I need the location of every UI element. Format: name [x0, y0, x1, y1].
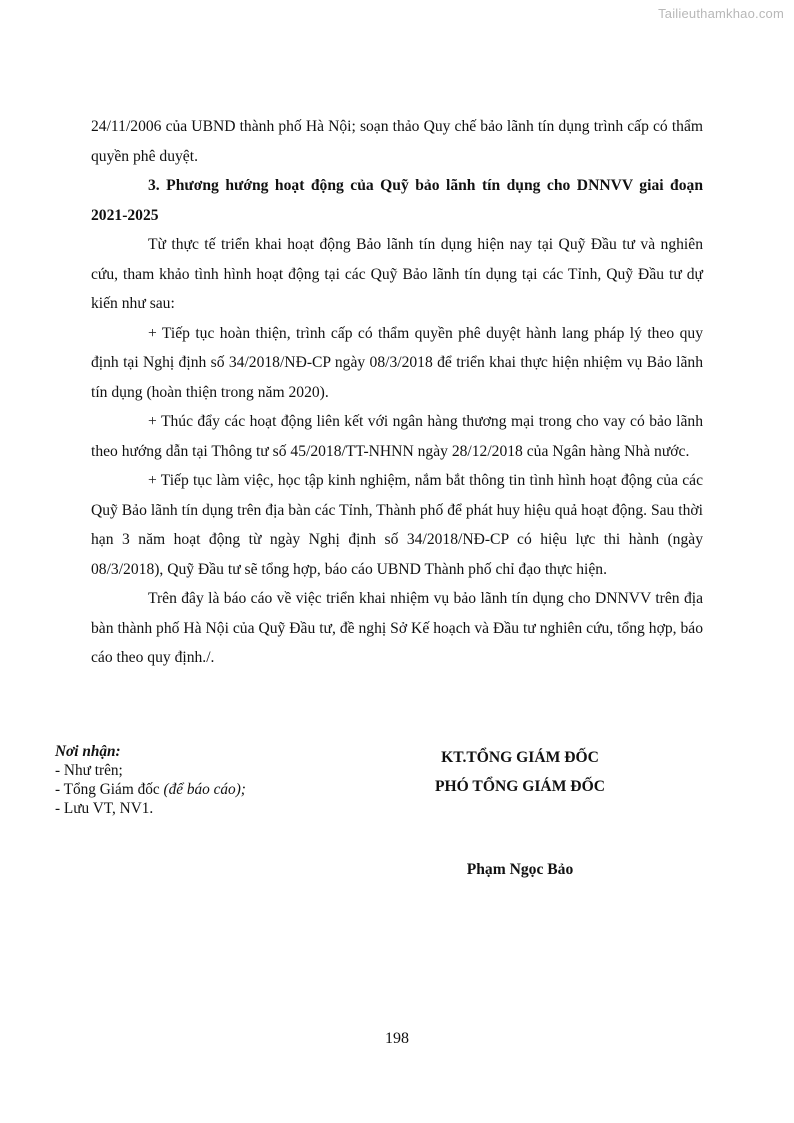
signature-title-2: PHÓ TỔNG GIÁM ĐỐC — [435, 778, 605, 795]
signature-title-1: KT.TỔNG GIÁM ĐỐC — [441, 749, 599, 766]
recipients-block — [55, 742, 246, 818]
recipient-item — [55, 780, 246, 799]
paragraph-conclusion: Trên đây là báo cáo về việc triển khai nhiệm vụ bảo lãnh tín dụng cho DNNVV trên địa bàn thành phố Hà Nội của Quỹ Đầu tư, đề nghị Sở Kế hoạch và Đầu tư nghiên cứu, tổng hợp, báo cáo theo quy định./. — [91, 590, 703, 666]
recipient-text: - Lưu VT, NV1. — [55, 800, 154, 817]
recipient-text: - Tổng Giám đốc — [55, 781, 164, 798]
recipient-item — [55, 761, 246, 780]
signature-block — [400, 743, 640, 801]
recipients-title: Nơi nhận: — [55, 743, 121, 760]
watermark: Tailieuthamkhao.com — [658, 6, 784, 21]
paragraph-item-2: + Thúc đẩy các hoạt động liên kết với ngân hàng thương mại trong cho vay có bảo lãnh theo hướng dẫn tại Thông tư số 45/2018/TT-NHNN ngày 28/12/2018 của Ngân hàng Nhà nước. — [91, 413, 703, 460]
page-number: 198 — [385, 1030, 409, 1047]
recipient-item — [55, 799, 246, 818]
paragraph-continuation: 24/11/2006 của UBND thành phố Hà Nội; soạn thảo Quy chế bảo lãnh tín dụng trình cấp có thẩm quyền phê duyệt. — [91, 118, 703, 165]
recipient-note: (để báo cáo); — [163, 781, 246, 798]
section-heading: 3. Phương hướng hoạt động của Quỹ bảo lãnh tín dụng cho DNNVV giai đoạn 2021-2025 — [91, 177, 703, 224]
document-body — [91, 112, 703, 673]
signer-name: Phạm Ngọc Bảo — [466, 861, 574, 878]
paragraph-item-3: + Tiếp tục làm việc, học tập kinh nghiệm, nắm bắt thông tin tình hình hoạt động của các Quỹ Bảo lãnh tín dụng trên địa bàn các Tỉnh, Thành phố để phát huy hiệu quả hoạt động. Sau thời hạn 3 năm hoạt động từ ngày Nghị định số 34/2018/NĐ-CP có hiệu lực thi hành (ngày 08/3/2018), Quỹ Đầu tư sẽ tổng hợp, báo cáo UBND Thành phố chỉ đạo thực hiện. — [91, 472, 703, 578]
recipient-text: - Như trên; — [55, 762, 123, 779]
paragraph-item-1: + Tiếp tục hoàn thiện, trình cấp có thẩm quyền phê duyệt hành lang pháp lý theo quy định tại Nghị định số 34/2018/NĐ-CP ngày 08/3/2018 để triển khai thực hiện nhiệm vụ Bảo lãnh tín dụng (hoàn thiện trong năm 2020). — [91, 324, 703, 401]
paragraph-intro: Từ thực tế triển khai hoạt động Bảo lãnh tín dụng hiện nay tại Quỹ Đầu tư và nghiên cứu, tham khảo tình hình hoạt động tại các Quỹ Bảo lãnh tín dụng tại các Tỉnh, Quỹ Đầu tư dự kiến như sau: — [91, 236, 703, 312]
